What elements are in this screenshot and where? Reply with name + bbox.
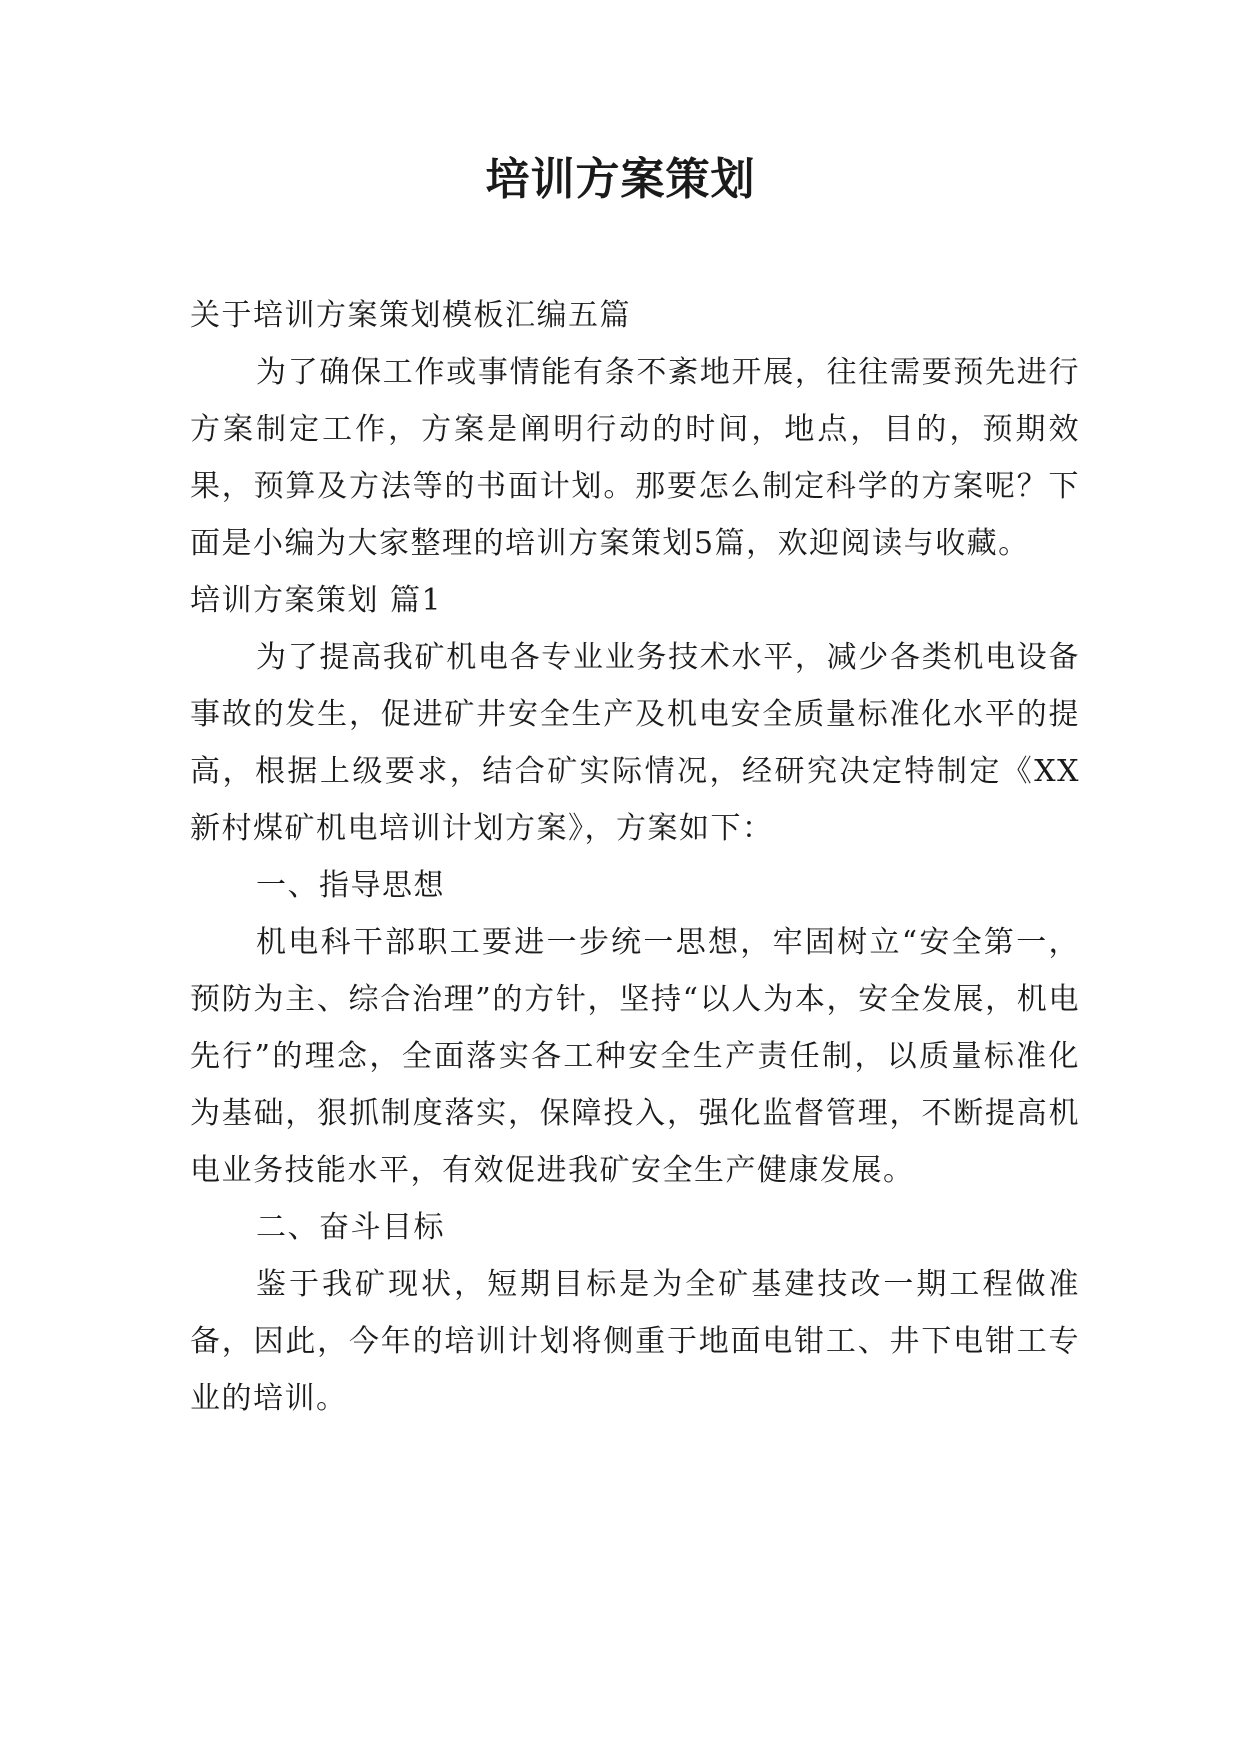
- intro-paragraph: 为了确保工作或事情能有条不紊地开展，往往需要预先进行方案制定工作，方案是阐明行动的时间，地点，目的，预期效果，预算及方法等的书面计划。那要怎么制定科学的方案呢？下面是小编为大家整理的培训方案策划5篇，欢迎阅读与收藏。: [190, 355, 1080, 561]
- document-title: 培训方案策划: [485, 154, 756, 205]
- body-paragraph: 为了提高我矿机电各专业业务技术水平，减少各类机电设备事故的发生，促进矿井安全生产及机电安全质量标准化水平的提高，根据上级要求，结合矿实际情况，经研究决定特制定《XX新村煤矿机电培训计划方案》，方案如下：: [190, 640, 1080, 846]
- subsection-heading: 二、奋斗目标: [256, 1210, 445, 1245]
- document-body: [190, 287, 1080, 1427]
- body-paragraph: 鉴于我矿现状，短期目标是为全矿基建技改一期工程做准备，因此，今年的培训计划将侧重于地面电钳工、井下电钳工专业的培训。: [190, 1267, 1080, 1416]
- subsection-heading: 一、指导思想: [256, 868, 445, 903]
- subtitle-paragraph: 关于培训方案策划模板汇编五篇: [190, 298, 631, 333]
- section-heading: 培训方案策划 篇1: [190, 583, 443, 618]
- body-paragraph: 机电科干部职工要进一步统一思想，牢固树立“安全第一，预防为主、综合治理”的方针，坚持“以人为本，安全发展，机电先行”的理念，全面落实各工种安全生产责任制，以质量标准化为基础，狠抓制度落实，保障投入，强化监督管理，不断提高机电业务技能水平，有效促进我矿安全生产健康发展。: [190, 925, 1080, 1188]
